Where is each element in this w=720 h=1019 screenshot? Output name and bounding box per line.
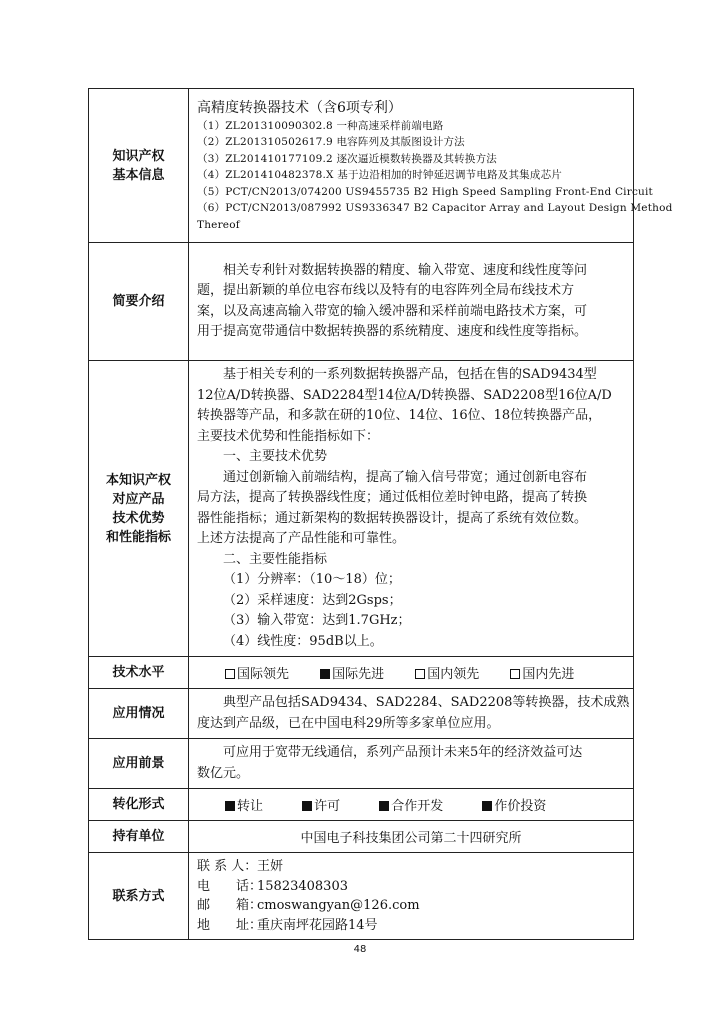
intro-line: 案，以及高速高输入带宽的输入缓冲器和采样前端电路技术方案，可 bbox=[197, 303, 588, 319]
page-number: 48 bbox=[353, 944, 367, 955]
row-contact bbox=[89, 853, 634, 940]
checkbox-icon[interactable] bbox=[415, 669, 425, 679]
application-line: 度达到产品级，已在中国电科29所等多家单位应用。 bbox=[197, 715, 500, 731]
products-line: 12位A/D转换器、SAD2284型14位A/D转换器、SAD2208型16位A/D bbox=[197, 387, 612, 403]
products-label: 本知识产权 对应产品 技术优势 和性能指标 bbox=[89, 361, 189, 657]
ip-info-content bbox=[189, 89, 673, 243]
info-table bbox=[88, 88, 673, 940]
intro-line: 题，提出新颖的单位电容布线以及特有的电容阵列全局布线技术方 bbox=[197, 283, 575, 298]
products-line: 主要技术优势和性能指标如下： bbox=[197, 428, 380, 444]
checkbox-icon[interactable] bbox=[320, 669, 330, 679]
level-option-intl-leading[interactable]: 国际领先 bbox=[225, 663, 289, 682]
checkbox-icon[interactable] bbox=[510, 669, 520, 679]
transfer-option-license[interactable]: 许可 bbox=[302, 795, 340, 814]
row-ip-info bbox=[89, 89, 634, 243]
patent-item: （5）PCT/CN2013/074200 US9455735 B2 High Speed Sampling Front-End Circuit bbox=[197, 185, 653, 198]
intro-line: 用于提高宽带通信中数据转换器的系统精度、速度和线性度等指标。 bbox=[197, 324, 588, 339]
checkbox-icon[interactable] bbox=[482, 801, 492, 811]
tech-level-label: 技术水平 bbox=[89, 657, 189, 689]
row-application bbox=[89, 689, 634, 739]
prospect-label: 应用前景 bbox=[89, 739, 189, 789]
intro-label: 简要介绍 bbox=[89, 243, 189, 361]
advantage-line: 局方法，提高了转换器线性度；通过低相位差时钟电路，提高了转换 bbox=[197, 490, 588, 505]
metric-item: （4）线性度：95dB以上。 bbox=[223, 633, 383, 649]
transfer-option-sale[interactable]: 转让 bbox=[225, 795, 263, 814]
products-line: 基于相关专利的一系列数据转换器产品，包括在售的SAD9434型 bbox=[223, 367, 597, 382]
row-tech-level bbox=[89, 657, 634, 689]
level-option-intl-advanced[interactable]: 国际先进 bbox=[320, 663, 384, 682]
row-intro bbox=[89, 243, 634, 361]
advantage-line: 器性能指标；通过新架构的数据转换器设计，提高了系统有效位数。 bbox=[197, 510, 588, 526]
products-content bbox=[189, 361, 634, 657]
advantage-line: 通过创新输入前端结构，提高了输入信号带宽；通过创新电容布 bbox=[223, 469, 588, 485]
row-products bbox=[89, 361, 634, 657]
transfer-option-cooperation[interactable]: 合作开发 bbox=[379, 795, 443, 814]
owner-label: 持有单位 bbox=[89, 821, 189, 853]
transfer-label: 转化形式 bbox=[89, 789, 189, 821]
checkbox-icon[interactable] bbox=[225, 801, 235, 811]
patent-item: （6）PCT/CN2013/087992 US9336347 B2 Capacitor Array and Layout Design Method bbox=[197, 202, 673, 215]
patent-item: （3）ZL201410177109.2 逐次逼近模数转换器及其转换方法 bbox=[197, 152, 497, 165]
metric-item: （1）分辨率：（10～18）位； bbox=[223, 572, 401, 587]
contact-content bbox=[189, 853, 634, 940]
patent-item: （1）ZL201310090302.8 一种高速采样前端电路 bbox=[197, 119, 444, 132]
checkbox-icon[interactable] bbox=[379, 801, 389, 811]
ip-info-label: 知识产权 基本信息 bbox=[89, 89, 189, 243]
transfer-options bbox=[189, 789, 634, 821]
products-line: 转换器等产品，和多款在研的10位、14位、16位、18位转换器产品， bbox=[197, 408, 602, 423]
application-content bbox=[189, 689, 634, 739]
intro-content bbox=[189, 243, 634, 361]
metrics-heading: 二、主要性能指标 bbox=[223, 551, 328, 567]
level-option-dom-leading[interactable]: 国内领先 bbox=[415, 663, 479, 682]
intro-line: 相关专利针对数据转换器的精度、输入带宽、速度和线性度等问 bbox=[223, 262, 588, 278]
contact-phone: 电 话：15823408303 bbox=[197, 878, 348, 894]
tech-level-options bbox=[189, 657, 634, 689]
application-line: 典型产品包括SAD9434、SAD2284、SAD2208等转换器，技术成熟 bbox=[223, 695, 630, 710]
contact-person: 联 系 人：王妍 bbox=[197, 859, 284, 874]
metric-item: （2）采样速度：达到2Gsps； bbox=[223, 592, 402, 608]
info-table-sheet bbox=[88, 88, 673, 940]
application-label: 应用情况 bbox=[89, 689, 189, 739]
level-option-dom-advanced[interactable]: 国内先进 bbox=[510, 663, 574, 682]
owner-value: 中国电子科技集团公司第二十四研究所 bbox=[189, 821, 634, 853]
checkbox-icon[interactable] bbox=[302, 801, 312, 811]
metric-item: （3）输入带宽：达到1.7GHz； bbox=[223, 613, 411, 628]
row-owner bbox=[89, 821, 634, 853]
patent-item: （2）ZL201310502617.9 电容阵列及其版图设计方法 bbox=[197, 136, 465, 149]
row-prospect bbox=[89, 739, 634, 789]
patent-item-continuation: Thereof bbox=[197, 218, 240, 231]
contact-label: 联系方式 bbox=[89, 853, 189, 940]
contact-address: 地 址：重庆南坪花园路14号 bbox=[197, 917, 378, 933]
contact-email: 邮 箱：cmoswangyan@126.com bbox=[197, 898, 420, 913]
checkbox-icon[interactable] bbox=[225, 669, 235, 679]
prospect-line: 可应用于宽带无线通信，系列产品预计未来5年的经济效益可达 bbox=[223, 745, 583, 760]
prospect-line: 数亿元。 bbox=[197, 765, 250, 781]
advantage-line: 上述方法提高了产品性能和可靠性。 bbox=[197, 531, 406, 546]
patent-item: （4）ZL201410482378.X 基于边沿相加的时钟延迟调节电路及其集成芯片 bbox=[197, 169, 562, 182]
advantage-heading: 一、主要技术优势 bbox=[223, 449, 328, 464]
ip-title: 高精度转换器技术（含6项专利） bbox=[197, 99, 402, 116]
row-transfer bbox=[89, 789, 634, 821]
prospect-content bbox=[189, 739, 634, 789]
transfer-option-investment[interactable]: 作价投资 bbox=[482, 795, 546, 814]
